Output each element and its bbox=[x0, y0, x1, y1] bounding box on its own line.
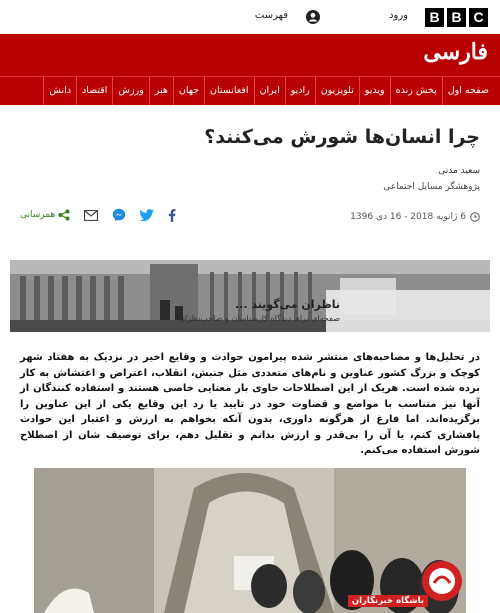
user-icon[interactable] bbox=[306, 10, 320, 24]
date-text: 6 ژانویه 2018 - 16 دی 1396 bbox=[350, 212, 466, 222]
messenger-icon[interactable] bbox=[112, 208, 126, 222]
main-nav bbox=[0, 76, 500, 105]
author-name: سعید مدنی bbox=[438, 166, 480, 176]
logo-letter: B bbox=[425, 8, 444, 27]
article-title: چرا انسان‌ها شورش می‌کنند؟ bbox=[204, 126, 480, 148]
nav-item-iran[interactable]: ایران bbox=[254, 77, 285, 105]
logo-letter: C bbox=[469, 8, 488, 27]
nav-item-radio[interactable]: رادیو bbox=[285, 77, 315, 105]
nav-item-tv[interactable]: تلویزیون bbox=[315, 77, 359, 105]
banner-subtitle: صفحه‌ای برای دیدگاه کارشناسان و صاحب‌نظران bbox=[179, 314, 340, 323]
bbc-logo[interactable] bbox=[425, 8, 488, 27]
banner-title: ناظران می‌گویند ... bbox=[234, 298, 340, 311]
protest-photo bbox=[34, 468, 466, 613]
site-name[interactable]: فارسی bbox=[423, 39, 488, 65]
article-paragraph: در تحلیل‌ها و مصاحبه‌های منتشر شده پیرامون حوادث و وقایع اخیر در نزدیک به هفتاد شهر کوچک و بزرگ کشور عناوین و نام‌های متعددی مثل جنبش، انقلاب، اعتراض و اغتشاش به کار برده شده است. هریک از این اصطلاحات حاوی بار معنایی خاصی هستند و استفاده کنندگان از آنها نیز متناسب با مواضع و قضاوت خود در تایید یا رد این وقایع یکی از این عناوین را برگزیده‌اند. اما فارغ از هرگونه داوری، بدون آنکه بخواهم به ارزش و اعتبار این حوادث پافشاری کنم، یا آن را بی‌قدر و ارزش بدانم و تقلیل دهم، برای توصیف شان از اصطلاح شورش استفاده می‌کنم. bbox=[20, 352, 480, 456]
share-bar bbox=[20, 208, 176, 222]
author-role: پژوهشگر مسایل اجتماعی bbox=[383, 182, 480, 192]
share-icon bbox=[58, 209, 70, 221]
share-button[interactable] bbox=[20, 209, 70, 221]
logo-letter: B bbox=[447, 8, 466, 27]
top-bar bbox=[0, 0, 500, 35]
share-label: همرسانی bbox=[20, 210, 56, 220]
nav-item-art[interactable]: هنر bbox=[149, 77, 173, 105]
nav-item-economy[interactable]: اقتصاد bbox=[76, 77, 112, 105]
nav-item-afghanistan[interactable]: افغانستان bbox=[204, 77, 254, 105]
email-icon[interactable] bbox=[84, 210, 98, 221]
nav-item-science[interactable]: دانش bbox=[43, 77, 76, 105]
nav-item-live[interactable]: پخش زنده bbox=[390, 77, 442, 105]
publish-date bbox=[350, 212, 480, 222]
observers-banner[interactable] bbox=[10, 260, 490, 332]
nav-item-home[interactable]: صفحه اول bbox=[442, 77, 494, 105]
menu-link[interactable]: فهرست bbox=[254, 10, 288, 21]
facebook-icon[interactable] bbox=[168, 209, 176, 222]
twitter-icon[interactable] bbox=[140, 209, 154, 221]
nav-item-sport[interactable]: ورزش bbox=[112, 77, 148, 105]
nav-item-video[interactable]: ویدیو bbox=[359, 77, 390, 105]
watermark-text: باشگاه خبرنگاران bbox=[348, 595, 428, 607]
login-link[interactable]: ورود bbox=[389, 10, 408, 21]
clock-icon bbox=[470, 212, 480, 222]
nav-item-world[interactable]: جهان bbox=[173, 77, 204, 105]
